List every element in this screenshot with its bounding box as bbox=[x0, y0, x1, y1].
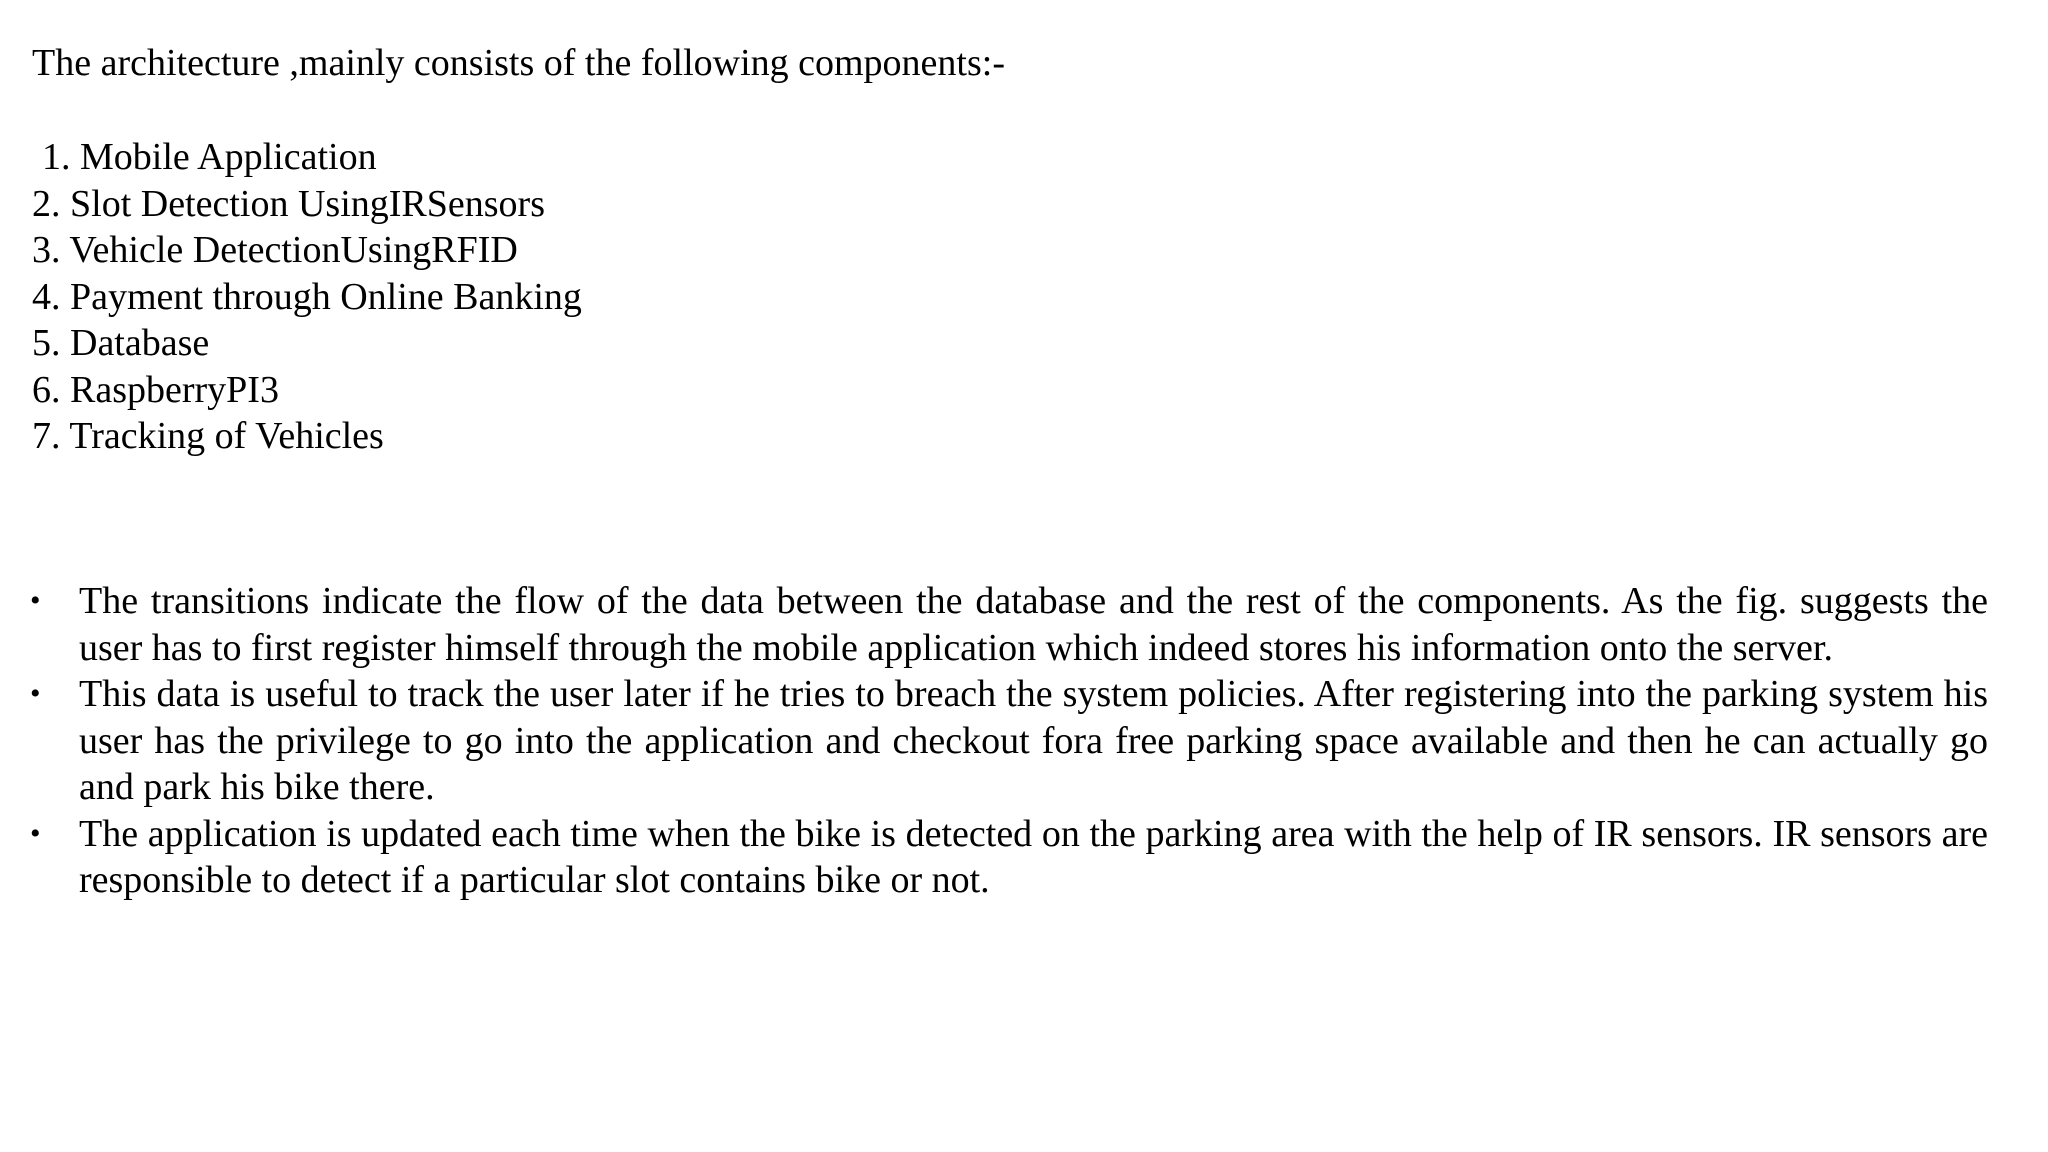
bullet-item bbox=[28, 671, 1988, 811]
intro-text: The architecture ,mainly consists of the following components:- bbox=[32, 42, 1005, 84]
component-item: 6. RaspberryPI3 bbox=[32, 368, 279, 411]
component-item: 5. Database bbox=[32, 322, 210, 364]
component-item: 3. Vehicle DetectionUsingRFID bbox=[32, 229, 518, 271]
bullet-item bbox=[28, 811, 1988, 904]
component-item: 2. Slot Detection UsingIRSensors bbox=[32, 182, 545, 225]
component-item: 4. Payment through Online Banking bbox=[32, 275, 582, 318]
bullet-dot-icon: • bbox=[30, 677, 41, 710]
bullet-text: This data is useful to track the user later if he tries to breach the system policies. After registering into the parking system his user has the privilege to go into the application and checkout fora free parking space available and then he can actually go and park his bike there. bbox=[79, 673, 1988, 808]
bullet-item bbox=[28, 578, 1988, 671]
description-bullets bbox=[28, 578, 1988, 904]
component-item: 1. Mobile Application bbox=[42, 136, 377, 178]
component-item: 7. Tracking of Vehicles bbox=[32, 415, 384, 457]
bullet-text: The transitions indicate the flow of the data between the database and the rest of the components. As the fig. suggests the user has to first register himself through the mobile application which indeed stores his information onto the server. bbox=[79, 580, 1988, 669]
bullet-dot-icon: • bbox=[30, 816, 41, 850]
components-list bbox=[32, 134, 582, 460]
bullet-text: The application is updated each time when the bike is detected on the parking area with the help of IR sensors. IR sensors are responsible to detect if a particular slot contains bike or not. bbox=[79, 812, 1988, 901]
bullet-dot-icon: • bbox=[30, 584, 41, 617]
